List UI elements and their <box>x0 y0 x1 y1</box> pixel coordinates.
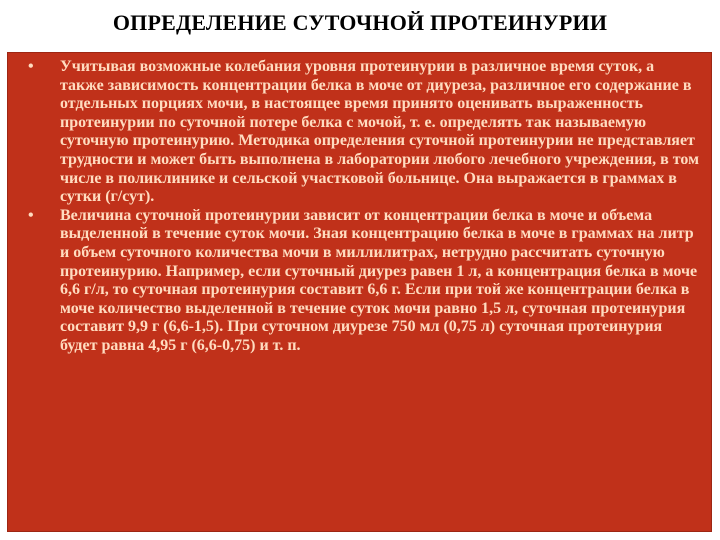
bullet-text: Величина суточной протеинурии зависит от концентрации белка в моче и объема выделенной в течение суток мочи. Зная концентрацию белка в моче в граммах на литр и объем суточного количества мочи в миллилитрах, нетрудно рассчитать суточную протеинурию. Например, если суточный диурез равен 1 л, а концентрация белка в моче 6,6 г/л, то суточная протеинурия составит 6,6 г. Если при той же концентрации белка в моче количество выделенной в течение суток мочи равно 1,5 л, суточная протеинурия составит 9,9 г (6,6-1,5). При суточном диурезе 750 мл (0,75 л) суточная протеинурия будет равна 4,95 г (6,6-0,75) и т. п. <box>60 206 698 354</box>
bullet-text: Учитывая возможные колебания уровня протеинурии в различное время суток, а также зависимость концентрации белка в моче от диуреза, различное его содержание в отдельных порциях мочи, в настоящее время принято оценивать выраженность протеинурии по суточной потере белка с мочой, т. е. определять так называемую суточную протеинурию. Методика определения суточной протеинурии не представляет трудности и может быть выполнена в лаборатории любого лечебного учреждения, в том числе в поликлинике и сельской участковой больнице. Она выражается в граммах в сутки (г/сут). <box>60 58 699 206</box>
bullet-item-daily-proteinuria-definition <box>28 58 699 207</box>
bullet-item-daily-proteinuria-calculation <box>28 207 699 356</box>
content-panel <box>7 52 712 532</box>
bullet-marker: • <box>28 206 34 224</box>
slide-title: ОПРЕДЕЛЕНИЕ СУТОЧНОЙ ПРОТЕИНУРИИ <box>112 10 608 35</box>
bullet-list <box>8 53 711 356</box>
bullet-marker: • <box>28 58 34 75</box>
